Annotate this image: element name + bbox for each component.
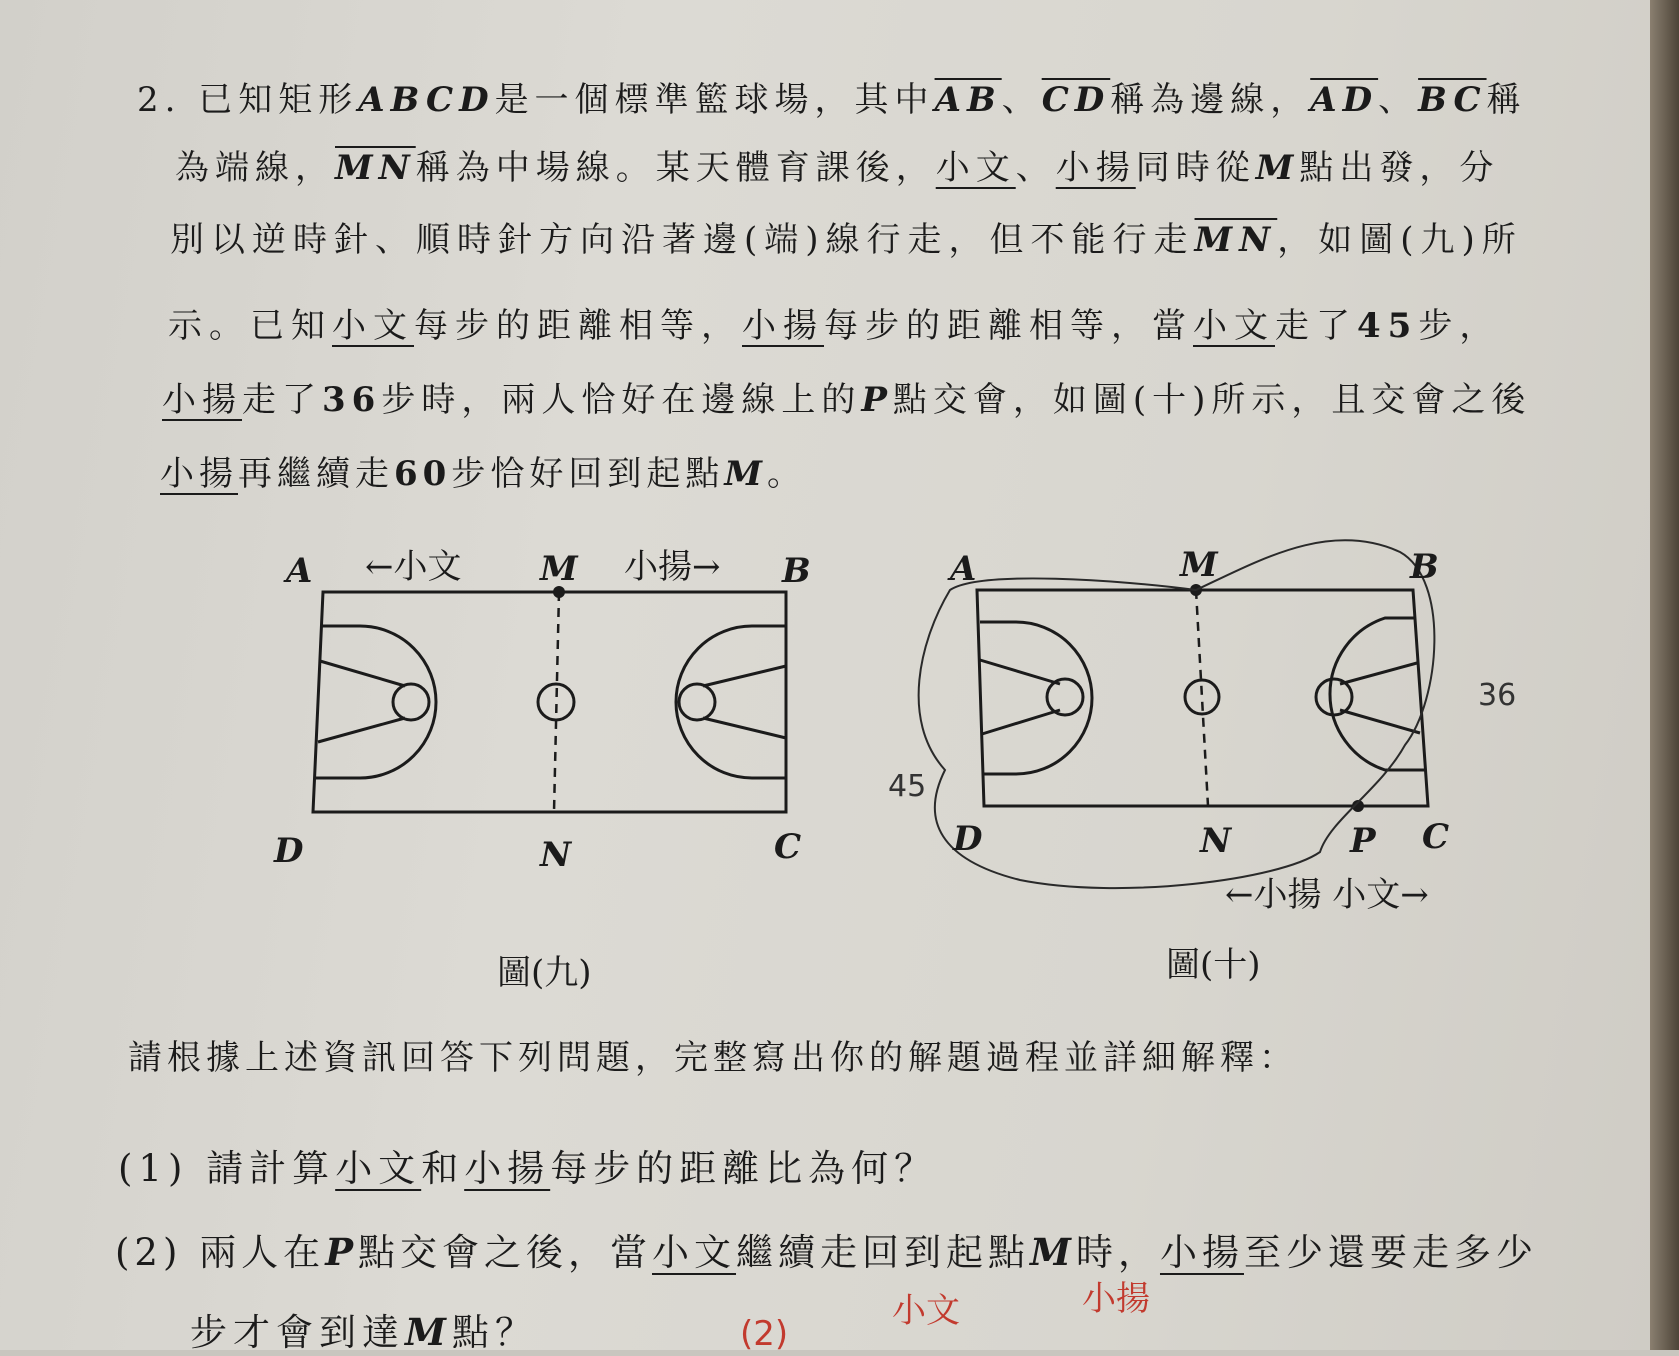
instructions-line: 請根據上述資訊回答下列問題，完整寫出你的解題過程並詳細解釋： xyxy=(128,1038,1298,1078)
figure-10-court xyxy=(977,590,1428,806)
label-a-fig10: A xyxy=(950,549,977,589)
caption-fig9: 圖(九) xyxy=(497,953,592,993)
label-m-fig9: M xyxy=(540,549,578,589)
label-m-fig10: M xyxy=(1180,545,1218,585)
arrows-fig10: ←小揚 小文→ xyxy=(1225,875,1429,915)
question-2-continued: 步才會到達M點？ xyxy=(190,1310,538,1354)
red-handwriting-xiaowen: 小文 xyxy=(892,1291,960,1331)
label-d-fig10: D xyxy=(953,819,983,859)
label-n-fig9: N xyxy=(540,835,572,875)
red-handwriting-num: (2) xyxy=(740,1314,789,1350)
problem-line-6: 小揚再繼續走60步恰好回到起點M。 xyxy=(160,454,806,494)
label-a-fig9: A xyxy=(286,551,313,591)
label-n-fig10: N xyxy=(1200,821,1232,861)
arrow-xiaowen-fig9: ←小文 xyxy=(365,547,462,587)
problem-number: 2. xyxy=(137,80,182,120)
arrow-xiaoyang-fig9: 小揚→ xyxy=(624,547,721,587)
label-d-fig9: D xyxy=(274,831,304,871)
question-1: (1) 請計算小文和小揚每步的距離比為何？ xyxy=(118,1147,938,1190)
problem-line-4: 示。已知小文每步的距離相等，小揚每步的距離相等，當小文走了45步， xyxy=(168,306,1501,346)
figure-9-court xyxy=(313,592,786,812)
caption-fig10: 圖(十) xyxy=(1166,945,1261,985)
problem-line-5: 小揚走了36步時，兩人恰好在邊線上的P點交會，如圖(十)所示，且交會之後 xyxy=(162,380,1532,420)
label-c-fig10: C xyxy=(1422,817,1450,857)
label-b-fig10: B xyxy=(1410,547,1439,587)
label-b-fig9: B xyxy=(782,551,811,591)
problem-line-3: 別以逆時針、順時針方向沿著邊(端)線行走，但不能行走$\overline{MN}$，如圖(九)所 xyxy=(170,220,1523,260)
question-2: (2) 兩人在P點交會之後，當小文繼續走回到起點M時，小揚至少還要走多少 xyxy=(115,1230,1538,1274)
problem-line-1: 2. 已知矩形ABCD是一個標準籃球場，其中$\overline{AB}$、$\overline{CD}$稱為邊線，$\overline{AD}$、$\overline{BC}$稱 xyxy=(137,80,1527,120)
label-c-fig9: C xyxy=(774,827,802,867)
red-handwriting-xiaoyang: 小揚 xyxy=(1082,1279,1150,1319)
label-p-fig10: P xyxy=(1350,821,1376,861)
problem-line-2: 為端線，$\overline{MN}$稱為中場線。某天體育課後，小文、小揚同時從M點出發，分 xyxy=(175,148,1500,188)
handwritten-45: 45 xyxy=(888,769,927,804)
handwritten-36: 36 xyxy=(1478,678,1517,713)
